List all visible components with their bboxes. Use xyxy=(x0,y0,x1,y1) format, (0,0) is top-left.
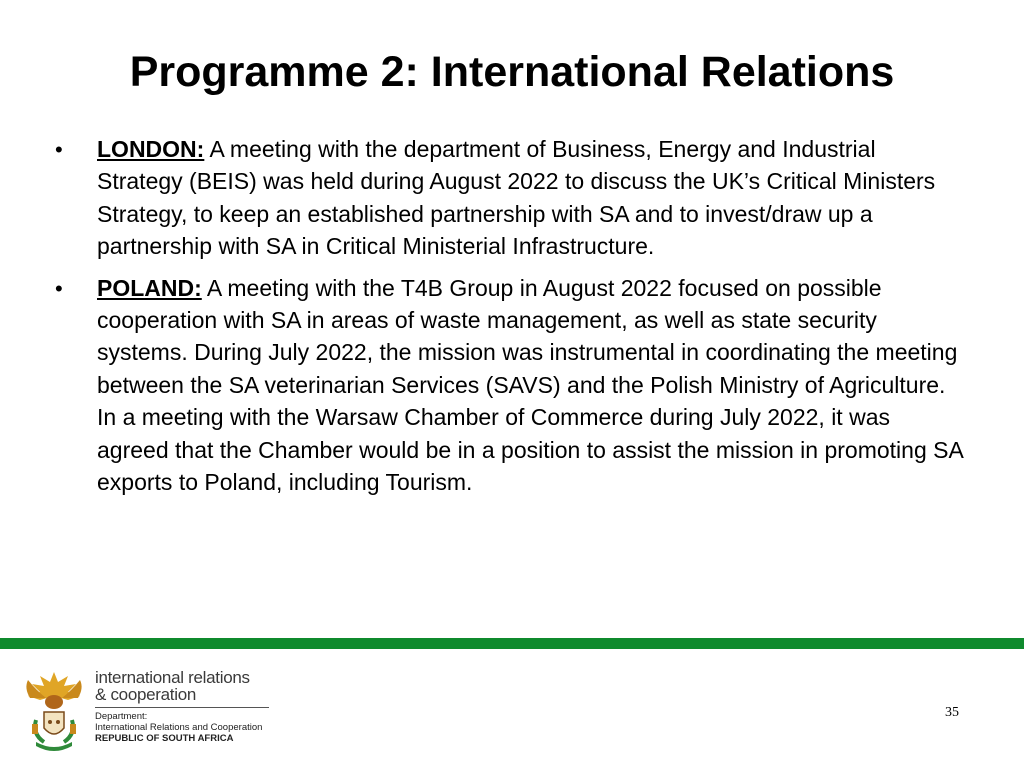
department-label: Department: xyxy=(95,711,148,722)
brand-name-line1: international relations xyxy=(95,668,250,687)
footer-divider-bar xyxy=(0,638,1024,649)
coat-of-arms-icon xyxy=(22,668,86,752)
bullet-text: A meeting with the department of Business, Energy and Industrial Strategy (BEIS) was held during August 2022 to discuss the UK’s Critical Ministers Strategy, to keep an established partnership with SA and to invest/draw up a partnership with SA in Critical Ministerial Infrastructure. xyxy=(97,136,936,260)
bullet-text: A meeting with the T4B Group in August 2022 focused on possible cooperation with SA in areas of waste management, as well as state security systems. During July 2022, the mission was instrumental in coordinating the meeting between the SA veterinarian Services (SAVS) and the Polish Ministry of Agriculture. In a meeting with the Warsaw Chamber of Commerce during July 2022, it was agreed that the Chamber would be in a position to assist the mission in promoting SA exports to Poland, including Tourism. xyxy=(97,274,963,496)
department-name: International Relations and Cooperation xyxy=(95,722,263,733)
brand-divider xyxy=(95,707,269,708)
slide-title: Programme 2: International Relations xyxy=(129,48,895,96)
brand-name-line2: & cooperation xyxy=(95,685,197,704)
bullet-marker: • xyxy=(55,137,63,162)
bullet-heading: POLAND: xyxy=(97,274,202,301)
bullet-item-poland xyxy=(55,272,965,499)
page-number: 35 xyxy=(945,705,959,720)
bullet-marker: • xyxy=(55,275,63,301)
department-logo xyxy=(22,666,282,756)
bullet-item-london xyxy=(55,133,965,263)
bullet-heading: LONDON: xyxy=(97,136,205,162)
bullet-list xyxy=(55,133,965,507)
country-name: REPUBLIC OF SOUTH AFRICA xyxy=(95,733,234,744)
